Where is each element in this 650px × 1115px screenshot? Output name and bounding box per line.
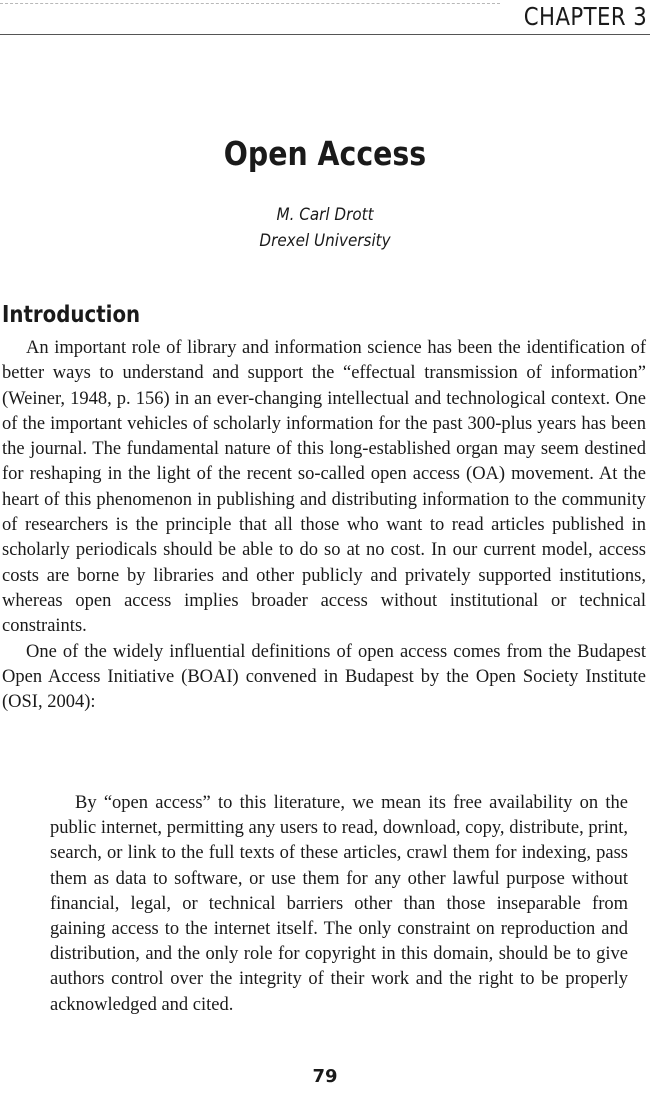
article-affiliation: Drexel University (259, 231, 391, 250)
header-rule-top (0, 3, 500, 4)
block-quote (50, 791, 628, 1018)
paragraph: An important role of library and information science has been the identification of better ways to understand and support the “effectual transmission of information” (Weiner, 1948, p. 156) in an ever-changing intellectual and technological context. One of the important vehicles of scholarly information for the past 300-plus years has been the journal. The fundamental nature of this long-established organ may seem destined for reshaping in the light of the recent so-called open access (OA) movement. At the heart of this phenomenon in publishing and distributing information to the community of researchers is the principle that all those who want to read articles published in scholarly periodicals should be able to do so at no cost. In our current model, access costs are borne by libraries and other publicly and privately supported institutions, whereas open access implies broader access without institutional or technical constraints. (2, 338, 646, 637)
article-author: M. Carl Drott (276, 205, 374, 224)
chapter-label: CHAPTER 3 (523, 2, 647, 31)
page-number: 79 (312, 1066, 338, 1087)
body-text (2, 336, 646, 715)
header-rule (0, 34, 650, 35)
article-title: Open Access (223, 134, 427, 173)
section-heading: Introduction (2, 302, 141, 328)
paragraph: One of the widely influential definitions of open access comes from the Budapest Open Access Initiative (BOAI) convened in Budapest by the Open Society Institute (OSI, 2004): (2, 641, 646, 713)
quote-text: By “open access” to this literature, we mean its free availability on the public internet, permitting any users to read, download, copy, distribute, print, search, or link to the full texts of these articles, crawl them for indexing, pass them as data to software, or use them for any other lawful purpose without financial, legal, or technical barriers other than those inseparable from gaining access to the internet itself. The only constraint on reproduction and distribution, and the only role for copyright in this domain, should be to give authors control over the integrity of their work and the right to be properly acknowledged and cited. (50, 793, 628, 1015)
chapter-header (0, 0, 650, 40)
